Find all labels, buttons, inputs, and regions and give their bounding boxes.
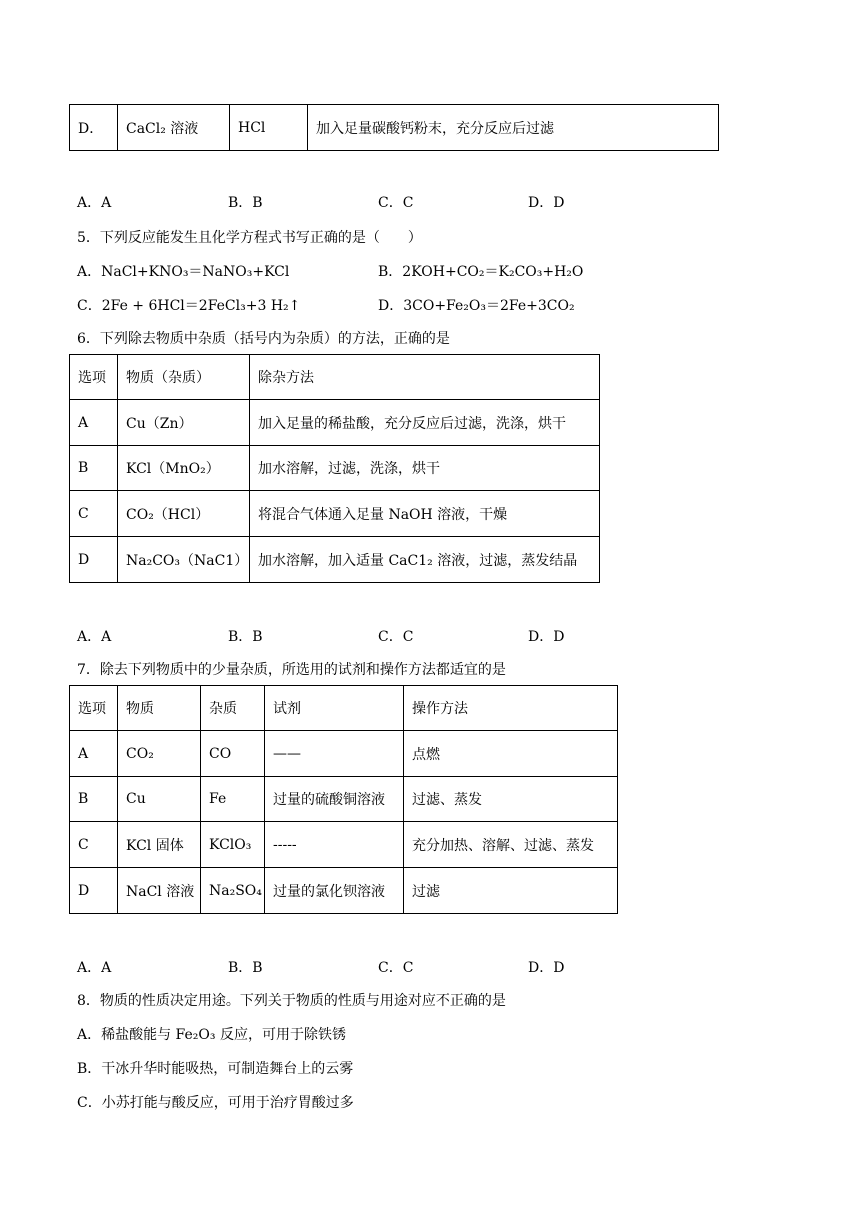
- header-cell: 选项: [70, 355, 118, 400]
- table-cell: 过滤: [404, 868, 618, 914]
- table-cell: Fe: [201, 777, 265, 822]
- table-row: [70, 868, 618, 914]
- table-row: [70, 446, 600, 491]
- table-cell: C: [70, 822, 118, 868]
- table-cell: -----: [265, 822, 404, 868]
- table-cell: CaCl₂ 溶液: [118, 105, 230, 151]
- table-cell: ——: [265, 731, 404, 777]
- q8-option-b: B．干冰升华时能吸热，可制造舞台上的云雾: [77, 1061, 354, 1077]
- option-d: D．D: [528, 195, 565, 211]
- table-cell: 加水溶解，过滤，洗涤，烘干: [250, 446, 600, 491]
- header-cell: 选项: [70, 686, 118, 731]
- table-cell: 加入足量碳酸钙粉末，充分反应后过滤: [308, 105, 719, 151]
- q5-option-a: A．NaCl+KNO₃＝NaNO₃+KCl: [77, 264, 290, 280]
- q7-stem: 7．除去下列物质中的少量杂质，所选用的试剂和操作方法都适宜的是: [77, 662, 506, 678]
- option-c: C．C: [378, 629, 414, 645]
- q6-table: [69, 354, 600, 583]
- table-header-row: [70, 686, 618, 731]
- q8-option-a: A．稀盐酸能与 Fe₂O₃ 反应，可用于除铁锈: [77, 1027, 346, 1043]
- table-row: [70, 822, 618, 868]
- table-cell: CO₂（HCl）: [118, 491, 250, 537]
- q6-stem: 6．下列除去物质中杂质（括号内为杂质）的方法，正确的是: [77, 331, 450, 347]
- table-cell: KClO₃: [201, 822, 265, 868]
- q5-option-d: D．3CO+Fe₂O₃＝2Fe+3CO₂: [378, 298, 575, 314]
- q5-option-c: C．2Fe + 6HCl＝2FeCl₃+3 H₂↑: [77, 298, 301, 314]
- table-cell: NaCl 溶液: [118, 868, 201, 914]
- header-cell: 操作方法: [404, 686, 618, 731]
- table-cell: Na₂SO₄: [201, 868, 265, 914]
- header-cell: 物质: [118, 686, 201, 731]
- table-row: [70, 777, 618, 822]
- table-cell: 过量的氯化钡溶液: [265, 868, 404, 914]
- table-cell: 加入足量的稀盐酸，充分反应后过滤，洗涤，烘干: [250, 400, 600, 446]
- table-cell: C: [70, 491, 118, 537]
- table-cell: Cu: [118, 777, 201, 822]
- table-cell: Cu（Zn）: [118, 400, 250, 446]
- q8-stem: 8．物质的性质决定用途。下列关于物质的性质与用途对应不正确的是: [77, 993, 506, 1009]
- table-row: [70, 537, 600, 583]
- q7-table: [69, 685, 618, 914]
- table-header-row: [70, 355, 600, 400]
- table-cell: B: [70, 777, 118, 822]
- table-row: [70, 400, 600, 446]
- header-cell: 杂质: [201, 686, 265, 731]
- q8-option-c: C．小苏打能与酸反应，可用于治疗胃酸过多: [77, 1095, 354, 1111]
- table-cell: CO: [201, 731, 265, 777]
- option-d: D．D: [528, 629, 565, 645]
- table-row: [70, 105, 719, 151]
- option-c: C．C: [378, 195, 414, 211]
- table-cell: D: [70, 537, 118, 583]
- table-cell: B: [70, 446, 118, 491]
- table-row: [70, 491, 600, 537]
- table-cell: 将混合气体通入足量 NaOH 溶液，干燥: [250, 491, 600, 537]
- table-cell: KCl（MnO₂）: [118, 446, 250, 491]
- table-cell: KCl 固体: [118, 822, 201, 868]
- option-d: D．D: [528, 960, 565, 976]
- option-b: B．B: [228, 960, 263, 976]
- table-cell: HCl: [230, 105, 308, 151]
- header-cell: 试剂: [265, 686, 404, 731]
- table-row: [70, 731, 618, 777]
- option-a: A．A: [77, 629, 112, 645]
- table-cell: Na₂CO₃（NaC1）: [118, 537, 250, 583]
- option-b: B．B: [228, 629, 263, 645]
- table-cell: A: [70, 400, 118, 446]
- table-cell: D．: [70, 105, 118, 151]
- option-a: A．A: [77, 195, 112, 211]
- table-cell: 加水溶解，加入适量 CaC1₂ 溶液，过滤，蒸发结晶: [250, 537, 600, 583]
- table-cell: D: [70, 868, 118, 914]
- q5-stem: 5．下列反应能发生且化学方程式书写正确的是（ ）: [77, 230, 422, 246]
- table-cell: 充分加热、溶解、过滤、蒸发: [404, 822, 618, 868]
- table-cell: 过滤、蒸发: [404, 777, 618, 822]
- table-cell: 点燃: [404, 731, 618, 777]
- table-cell: 过量的硫酸铜溶液: [265, 777, 404, 822]
- q4-table: [69, 104, 719, 151]
- header-cell: 除杂方法: [250, 355, 600, 400]
- table-cell: CO₂: [118, 731, 201, 777]
- option-a: A．A: [77, 960, 112, 976]
- option-b: B．B: [228, 195, 263, 211]
- header-cell: 物质（杂质）: [118, 355, 250, 400]
- table-cell: A: [70, 731, 118, 777]
- q5-option-b: B．2KOH+CO₂＝K₂CO₃+H₂O: [378, 264, 584, 280]
- option-c: C．C: [378, 960, 414, 976]
